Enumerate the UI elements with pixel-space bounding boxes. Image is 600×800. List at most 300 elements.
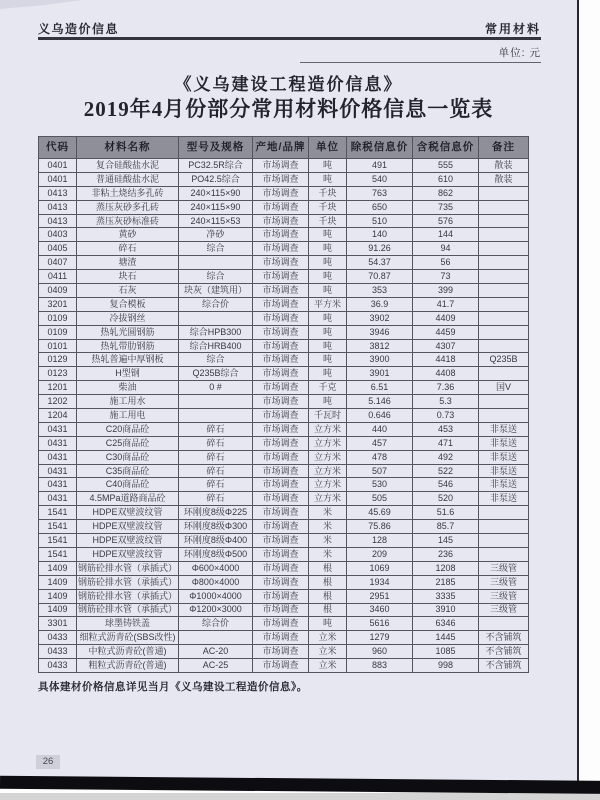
cell-spec: Q235B综合 — [179, 367, 253, 381]
cell-brand: 市场调查 — [253, 325, 309, 339]
cell-unit: 平方米 — [309, 297, 347, 311]
table-row — [39, 325, 529, 339]
table-row — [39, 478, 529, 492]
cell-price_in: 73 — [413, 270, 479, 284]
cell-price_in: 492 — [413, 450, 479, 464]
cell-code: 3201 — [39, 297, 77, 311]
cell-price_ex: 650 — [347, 200, 413, 214]
cell-note — [479, 339, 529, 353]
cell-code: 1541 — [39, 506, 77, 520]
cell-name: HDPE双壁波纹管 — [77, 520, 179, 534]
cell-spec: 碎石 — [179, 422, 253, 436]
table-row — [39, 492, 529, 506]
cell-price_in: 144 — [413, 228, 479, 242]
cell-name: 碎石 — [77, 242, 179, 256]
cell-unit: 吨 — [309, 159, 347, 173]
cell-unit: 千克 — [309, 381, 347, 395]
cell-spec: 0 # — [179, 381, 253, 395]
cell-brand: 市场调查 — [253, 492, 309, 506]
cell-note: 三级管 — [479, 561, 529, 575]
cell-spec — [179, 311, 253, 325]
cell-spec: 碎石 — [179, 492, 253, 506]
cell-brand: 市场调查 — [253, 270, 309, 284]
cell-spec — [179, 409, 253, 423]
cell-note — [479, 325, 529, 339]
cell-price_in: 862 — [413, 186, 479, 200]
cell-name: 中粒式沥青砼(普通) — [77, 645, 179, 659]
cell-price_in: 3910 — [413, 603, 479, 617]
table-row — [39, 631, 529, 645]
table-row — [39, 561, 529, 575]
cell-price_ex: 960 — [347, 645, 413, 659]
cell-unit: 千瓦时 — [309, 409, 347, 423]
table-row — [39, 311, 529, 325]
cell-spec: AC-25 — [179, 659, 253, 673]
cell-code: 0401 — [39, 172, 77, 186]
cell-name: C35商品砼 — [77, 464, 179, 478]
table-row — [39, 409, 529, 423]
table-row — [39, 284, 529, 298]
cell-spec: 环刚度8级Φ500 — [179, 547, 253, 561]
cell-note — [479, 284, 529, 298]
cell-brand: 市场调查 — [253, 520, 309, 534]
cell-brand: 市场调查 — [253, 422, 309, 436]
cell-code: 0109 — [39, 325, 77, 339]
cell-name: C30商品砼 — [77, 450, 179, 464]
cell-note — [479, 242, 529, 256]
cell-price_ex: 1279 — [347, 631, 413, 645]
cell-name: C40商品砼 — [77, 478, 179, 492]
cell-price_ex: 2951 — [347, 589, 413, 603]
cell-name: 施工用水 — [77, 395, 179, 409]
cell-spec: 环刚度8级Φ400 — [179, 534, 253, 548]
cell-name: 热轧普遍中厚钢板 — [77, 353, 179, 367]
cell-unit: 吨 — [309, 617, 347, 631]
cell-brand: 市场调查 — [253, 645, 309, 659]
cell-spec: PC32.5R综合 — [179, 159, 253, 173]
cell-code: 0431 — [39, 478, 77, 492]
cell-price_in: 7.36 — [413, 381, 479, 395]
cell-code: 0433 — [39, 631, 77, 645]
cell-price_ex: 140 — [347, 228, 413, 242]
cell-spec — [179, 631, 253, 645]
cell-code: 0431 — [39, 492, 77, 506]
cell-price_ex: 75.86 — [347, 520, 413, 534]
cell-unit: 吨 — [309, 256, 347, 270]
cell-name: H型钢 — [77, 367, 179, 381]
cell-brand: 市场调查 — [253, 589, 309, 603]
cell-brand: 市场调查 — [253, 353, 309, 367]
cell-code: 0129 — [39, 353, 77, 367]
table-row — [39, 575, 529, 589]
cell-code: 0433 — [39, 659, 77, 673]
table-row — [39, 256, 529, 270]
cell-name: 钢筋砼排水管（承插式） — [77, 589, 179, 603]
running-header-right: 常用材料 — [484, 22, 541, 36]
cell-note: 不含铺筑 — [479, 645, 529, 659]
cell-note: 散装 — [479, 172, 529, 186]
cell-code: 0413 — [39, 200, 77, 214]
cell-price_ex: 1069 — [347, 561, 413, 575]
cell-code: 0411 — [39, 270, 77, 284]
table-row — [39, 228, 529, 242]
table-row — [39, 506, 529, 520]
cell-price_ex: 507 — [347, 464, 413, 478]
cell-brand: 市场调查 — [253, 547, 309, 561]
cell-price_in: 998 — [413, 659, 479, 673]
cell-unit: 立米 — [309, 659, 347, 673]
cell-price_ex: 457 — [347, 436, 413, 450]
table-row — [39, 589, 529, 603]
cell-name: 热轧带肋钢筋 — [77, 339, 179, 353]
cell-spec — [179, 256, 253, 270]
cell-note: 三级管 — [479, 575, 529, 589]
cell-price_in: 522 — [413, 464, 479, 478]
cell-note — [479, 409, 529, 423]
table-row — [39, 547, 529, 561]
column-header: 产地/品牌 — [253, 137, 309, 159]
cell-note — [479, 506, 529, 520]
cell-code: 0433 — [39, 645, 77, 659]
cell-note — [479, 617, 529, 631]
cell-unit: 吨 — [309, 339, 347, 353]
cell-code: 0431 — [39, 450, 77, 464]
cell-price_in: 399 — [413, 284, 479, 298]
page-edge-right — [577, 0, 579, 790]
cell-unit: 千块 — [309, 200, 347, 214]
cell-price_ex: 3812 — [347, 339, 413, 353]
cell-spec: 碎石 — [179, 436, 253, 450]
header-rule — [38, 37, 541, 40]
cell-price_in: 236 — [413, 547, 479, 561]
cell-price_in: 56 — [413, 256, 479, 270]
cell-note — [479, 311, 529, 325]
column-header: 代码 — [39, 137, 77, 159]
cell-unit: 米 — [309, 520, 347, 534]
cell-price_ex: 54.37 — [347, 256, 413, 270]
cell-spec: 240×115×90 — [179, 200, 253, 214]
cell-spec: 综合 — [179, 242, 253, 256]
cell-code: 1204 — [39, 409, 77, 423]
cell-brand: 市场调查 — [253, 228, 309, 242]
cell-brand: 市场调查 — [253, 339, 309, 353]
cell-spec: 碎石 — [179, 450, 253, 464]
cell-code: 1409 — [39, 589, 77, 603]
cell-spec: 块灰（建筑用） — [179, 284, 253, 298]
cell-name: 粗粒式沥青砼(普通) — [77, 659, 179, 673]
cell-price_ex: 70.87 — [347, 270, 413, 284]
cell-name: 普通硅酸盐水泥 — [77, 172, 179, 186]
column-header: 单位 — [309, 137, 347, 159]
cell-note — [479, 520, 529, 534]
cell-spec: Φ800×4000 — [179, 575, 253, 589]
cell-brand: 市场调查 — [253, 159, 309, 173]
cell-unit: 吨 — [309, 395, 347, 409]
cell-price_ex: 491 — [347, 159, 413, 173]
cell-code: 1202 — [39, 395, 77, 409]
photo-background-strip — [0, 793, 600, 800]
cell-name: C20商品砼 — [77, 422, 179, 436]
cell-note: 散装 — [479, 159, 529, 173]
page-number: 26 — [36, 755, 60, 769]
cell-note: Q235B — [479, 353, 529, 367]
table-row — [39, 159, 529, 173]
table-body — [39, 159, 529, 673]
cell-name: 钢筋砼排水管（承插式） — [77, 575, 179, 589]
cell-code: 1409 — [39, 575, 77, 589]
cell-name: 块石 — [77, 270, 179, 284]
cell-brand: 市场调查 — [253, 186, 309, 200]
cell-brand: 市场调查 — [253, 534, 309, 548]
unit-note: 单位: 元 — [498, 47, 541, 59]
cell-price_in: 4408 — [413, 367, 479, 381]
cell-name: 球墨铸铁盖 — [77, 617, 179, 631]
cell-name: 非粘土烧结多孔砖 — [77, 186, 179, 200]
cell-price_in: 453 — [413, 422, 479, 436]
cell-price_in: 471 — [413, 436, 479, 450]
cell-name: 钢筋砼排水管（承插式） — [77, 603, 179, 617]
cell-spec — [179, 395, 253, 409]
cell-spec: 综合HRB400 — [179, 339, 253, 353]
cell-brand: 市场调查 — [253, 367, 309, 381]
cell-price_ex: 1934 — [347, 575, 413, 589]
cell-price_ex: 128 — [347, 534, 413, 548]
cell-name: 黄砂 — [77, 228, 179, 242]
cell-unit: 根 — [309, 589, 347, 603]
cell-price_in: 4409 — [413, 311, 479, 325]
column-header: 材料名称 — [77, 137, 179, 159]
cell-spec: 净砂 — [179, 228, 253, 242]
cell-code: 0431 — [39, 464, 77, 478]
cell-code: 1201 — [39, 381, 77, 395]
cell-price_ex: 530 — [347, 478, 413, 492]
column-header: 型号及规格 — [179, 137, 253, 159]
cell-name: HDPE双壁波纹管 — [77, 547, 179, 561]
cell-brand: 市场调查 — [253, 617, 309, 631]
cell-name: HDPE双壁波纹管 — [77, 534, 179, 548]
cell-code: 0405 — [39, 242, 77, 256]
cell-code: 0413 — [39, 186, 77, 200]
table-row — [39, 186, 529, 200]
cell-price_in: 735 — [413, 200, 479, 214]
column-header: 备注 — [479, 137, 529, 159]
cell-price_ex: 883 — [347, 659, 413, 673]
table-row — [39, 353, 529, 367]
table-row — [39, 603, 529, 617]
column-header: 含税信息价 — [413, 137, 479, 159]
page-corner-smudge — [0, 0, 82, 9]
cell-price_ex: 478 — [347, 450, 413, 464]
cell-brand: 市场调查 — [253, 575, 309, 589]
cell-code: 0101 — [39, 339, 77, 353]
cell-brand: 市场调查 — [253, 631, 309, 645]
cell-unit: 立方米 — [309, 436, 347, 450]
cell-code: 0407 — [39, 256, 77, 270]
table-row — [39, 617, 529, 631]
cell-price_ex: 91.26 — [347, 242, 413, 256]
cell-code: 0401 — [39, 159, 77, 173]
cell-price_ex: 763 — [347, 186, 413, 200]
cell-brand: 市场调查 — [253, 561, 309, 575]
doc-title-line2: 2019年4月份部分常用材料价格信息一览表 — [83, 97, 494, 121]
cell-note: 三级管 — [479, 603, 529, 617]
table-row — [39, 297, 529, 311]
cell-brand: 市场调查 — [253, 200, 309, 214]
cell-note — [479, 270, 529, 284]
cell-brand: 市场调查 — [253, 214, 309, 228]
cell-note: 国V — [479, 381, 529, 395]
cell-price_in: 145 — [413, 534, 479, 548]
cell-brand: 市场调查 — [253, 478, 309, 492]
cell-brand: 市场调查 — [253, 297, 309, 311]
cell-unit: 立方米 — [309, 450, 347, 464]
cell-unit: 吨 — [309, 311, 347, 325]
cell-spec: 综合价 — [179, 297, 253, 311]
cell-name: C25商品砼 — [77, 436, 179, 450]
cell-unit: 米 — [309, 506, 347, 520]
cell-unit: 吨 — [309, 172, 347, 186]
table-row — [39, 242, 529, 256]
cell-brand: 市场调查 — [253, 311, 309, 325]
cell-price_in: 1085 — [413, 645, 479, 659]
cell-brand: 市场调查 — [253, 450, 309, 464]
cell-name: 4.5MPa道路商品砼 — [77, 492, 179, 506]
cell-unit: 立方米 — [309, 478, 347, 492]
cell-brand: 市场调查 — [253, 172, 309, 186]
cell-note — [479, 395, 529, 409]
cell-price_in: 4459 — [413, 325, 479, 339]
table-row — [39, 450, 529, 464]
cell-unit: 米 — [309, 547, 347, 561]
cell-spec: 综合HPB300 — [179, 325, 253, 339]
cell-code: 1541 — [39, 534, 77, 548]
cell-spec: 240×115×53 — [179, 214, 253, 228]
column-header: 除税信息价 — [347, 137, 413, 159]
cell-name: 热轧光圆钢筋 — [77, 325, 179, 339]
table-row — [39, 464, 529, 478]
cell-code: 0431 — [39, 436, 77, 450]
cell-price_ex: 510 — [347, 214, 413, 228]
cell-name: 蒸压灰砂多孔砖 — [77, 200, 179, 214]
cell-brand: 市场调查 — [253, 603, 309, 617]
cell-spec: Φ600×4000 — [179, 561, 253, 575]
cell-note — [479, 214, 529, 228]
table-row — [39, 436, 529, 450]
cell-price_in: 555 — [413, 159, 479, 173]
cell-note — [479, 228, 529, 242]
cell-unit: 根 — [309, 575, 347, 589]
cell-price_ex: 353 — [347, 284, 413, 298]
cell-price_ex: 3946 — [347, 325, 413, 339]
cell-name: 施工用电 — [77, 409, 179, 423]
cell-note — [479, 547, 529, 561]
cell-note: 非泵送 — [479, 492, 529, 506]
cell-code: 0109 — [39, 311, 77, 325]
cell-unit: 吨 — [309, 367, 347, 381]
cell-spec: AC-20 — [179, 645, 253, 659]
cell-price_in: 576 — [413, 214, 479, 228]
cell-unit: 立方米 — [309, 492, 347, 506]
cell-price_ex: 540 — [347, 172, 413, 186]
doc-title-line1: 《义乌建设工程造价信息》 — [174, 75, 403, 94]
cell-price_ex: 3900 — [347, 353, 413, 367]
cell-name: 细粒式沥青砼(SBS改性) — [77, 631, 179, 645]
cell-name: 石灰 — [77, 284, 179, 298]
cell-price_ex: 3901 — [347, 367, 413, 381]
cell-code: 3301 — [39, 617, 77, 631]
cell-name: 钢筋砼排水管（承插式） — [77, 561, 179, 575]
cell-unit: 千块 — [309, 186, 347, 200]
cell-price_in: 4307 — [413, 339, 479, 353]
cell-name: 蒸压灰砂标准砖 — [77, 214, 179, 228]
table-row — [39, 367, 529, 381]
footer-note: 具体建材价格信息详见当月《义乌建设工程造价信息》。 — [38, 681, 308, 693]
cell-note: 三级管 — [479, 589, 529, 603]
cell-unit: 千块 — [309, 214, 347, 228]
cell-note — [479, 367, 529, 381]
cell-unit: 吨 — [309, 242, 347, 256]
cell-unit: 立方米 — [309, 422, 347, 436]
cell-spec: 综合 — [179, 270, 253, 284]
cell-spec: 综合价 — [179, 617, 253, 631]
cell-price_in: 610 — [413, 172, 479, 186]
table-row — [39, 381, 529, 395]
cell-unit: 根 — [309, 603, 347, 617]
cell-unit: 立方米 — [309, 464, 347, 478]
price-table — [38, 136, 529, 673]
cell-note: 不含铺筑 — [479, 659, 529, 673]
cell-note: 非泵送 — [479, 464, 529, 478]
table-row — [39, 645, 529, 659]
unit-note-underline — [300, 62, 541, 63]
cell-unit: 立米 — [309, 645, 347, 659]
table-header-row — [39, 137, 529, 159]
table-row — [39, 534, 529, 548]
cell-price_ex: 209 — [347, 547, 413, 561]
cell-code: 1409 — [39, 603, 77, 617]
table-row — [39, 200, 529, 214]
table-row — [39, 395, 529, 409]
cell-price_ex: 505 — [347, 492, 413, 506]
cell-spec: 环刚度8级Φ225 — [179, 506, 253, 520]
cell-unit: 吨 — [309, 284, 347, 298]
table-row — [39, 270, 529, 284]
cell-price_ex: 5616 — [347, 617, 413, 631]
cell-brand: 市场调查 — [253, 395, 309, 409]
cell-price_ex: 6.51 — [347, 381, 413, 395]
cell-price_ex: 3902 — [347, 311, 413, 325]
cell-note: 非泵送 — [479, 450, 529, 464]
cell-code: 0409 — [39, 284, 77, 298]
cell-note — [479, 534, 529, 548]
cell-note — [479, 186, 529, 200]
table-row — [39, 214, 529, 228]
cell-spec: 环刚度8级Φ300 — [179, 520, 253, 534]
cell-spec: 综合 — [179, 353, 253, 367]
cell-code: 0413 — [39, 214, 77, 228]
cell-price_ex: 0.646 — [347, 409, 413, 423]
cell-brand: 市场调查 — [253, 506, 309, 520]
cell-price_in: 94 — [413, 242, 479, 256]
cell-price_ex: 45.69 — [347, 506, 413, 520]
cell-note: 非泵送 — [479, 422, 529, 436]
running-header-left: 义乌造价信息 — [38, 22, 120, 36]
cell-code: 1541 — [39, 520, 77, 534]
cell-note: 不含铺筑 — [479, 631, 529, 645]
cell-code: 0123 — [39, 367, 77, 381]
cell-brand: 市场调查 — [253, 381, 309, 395]
cell-note — [479, 297, 529, 311]
